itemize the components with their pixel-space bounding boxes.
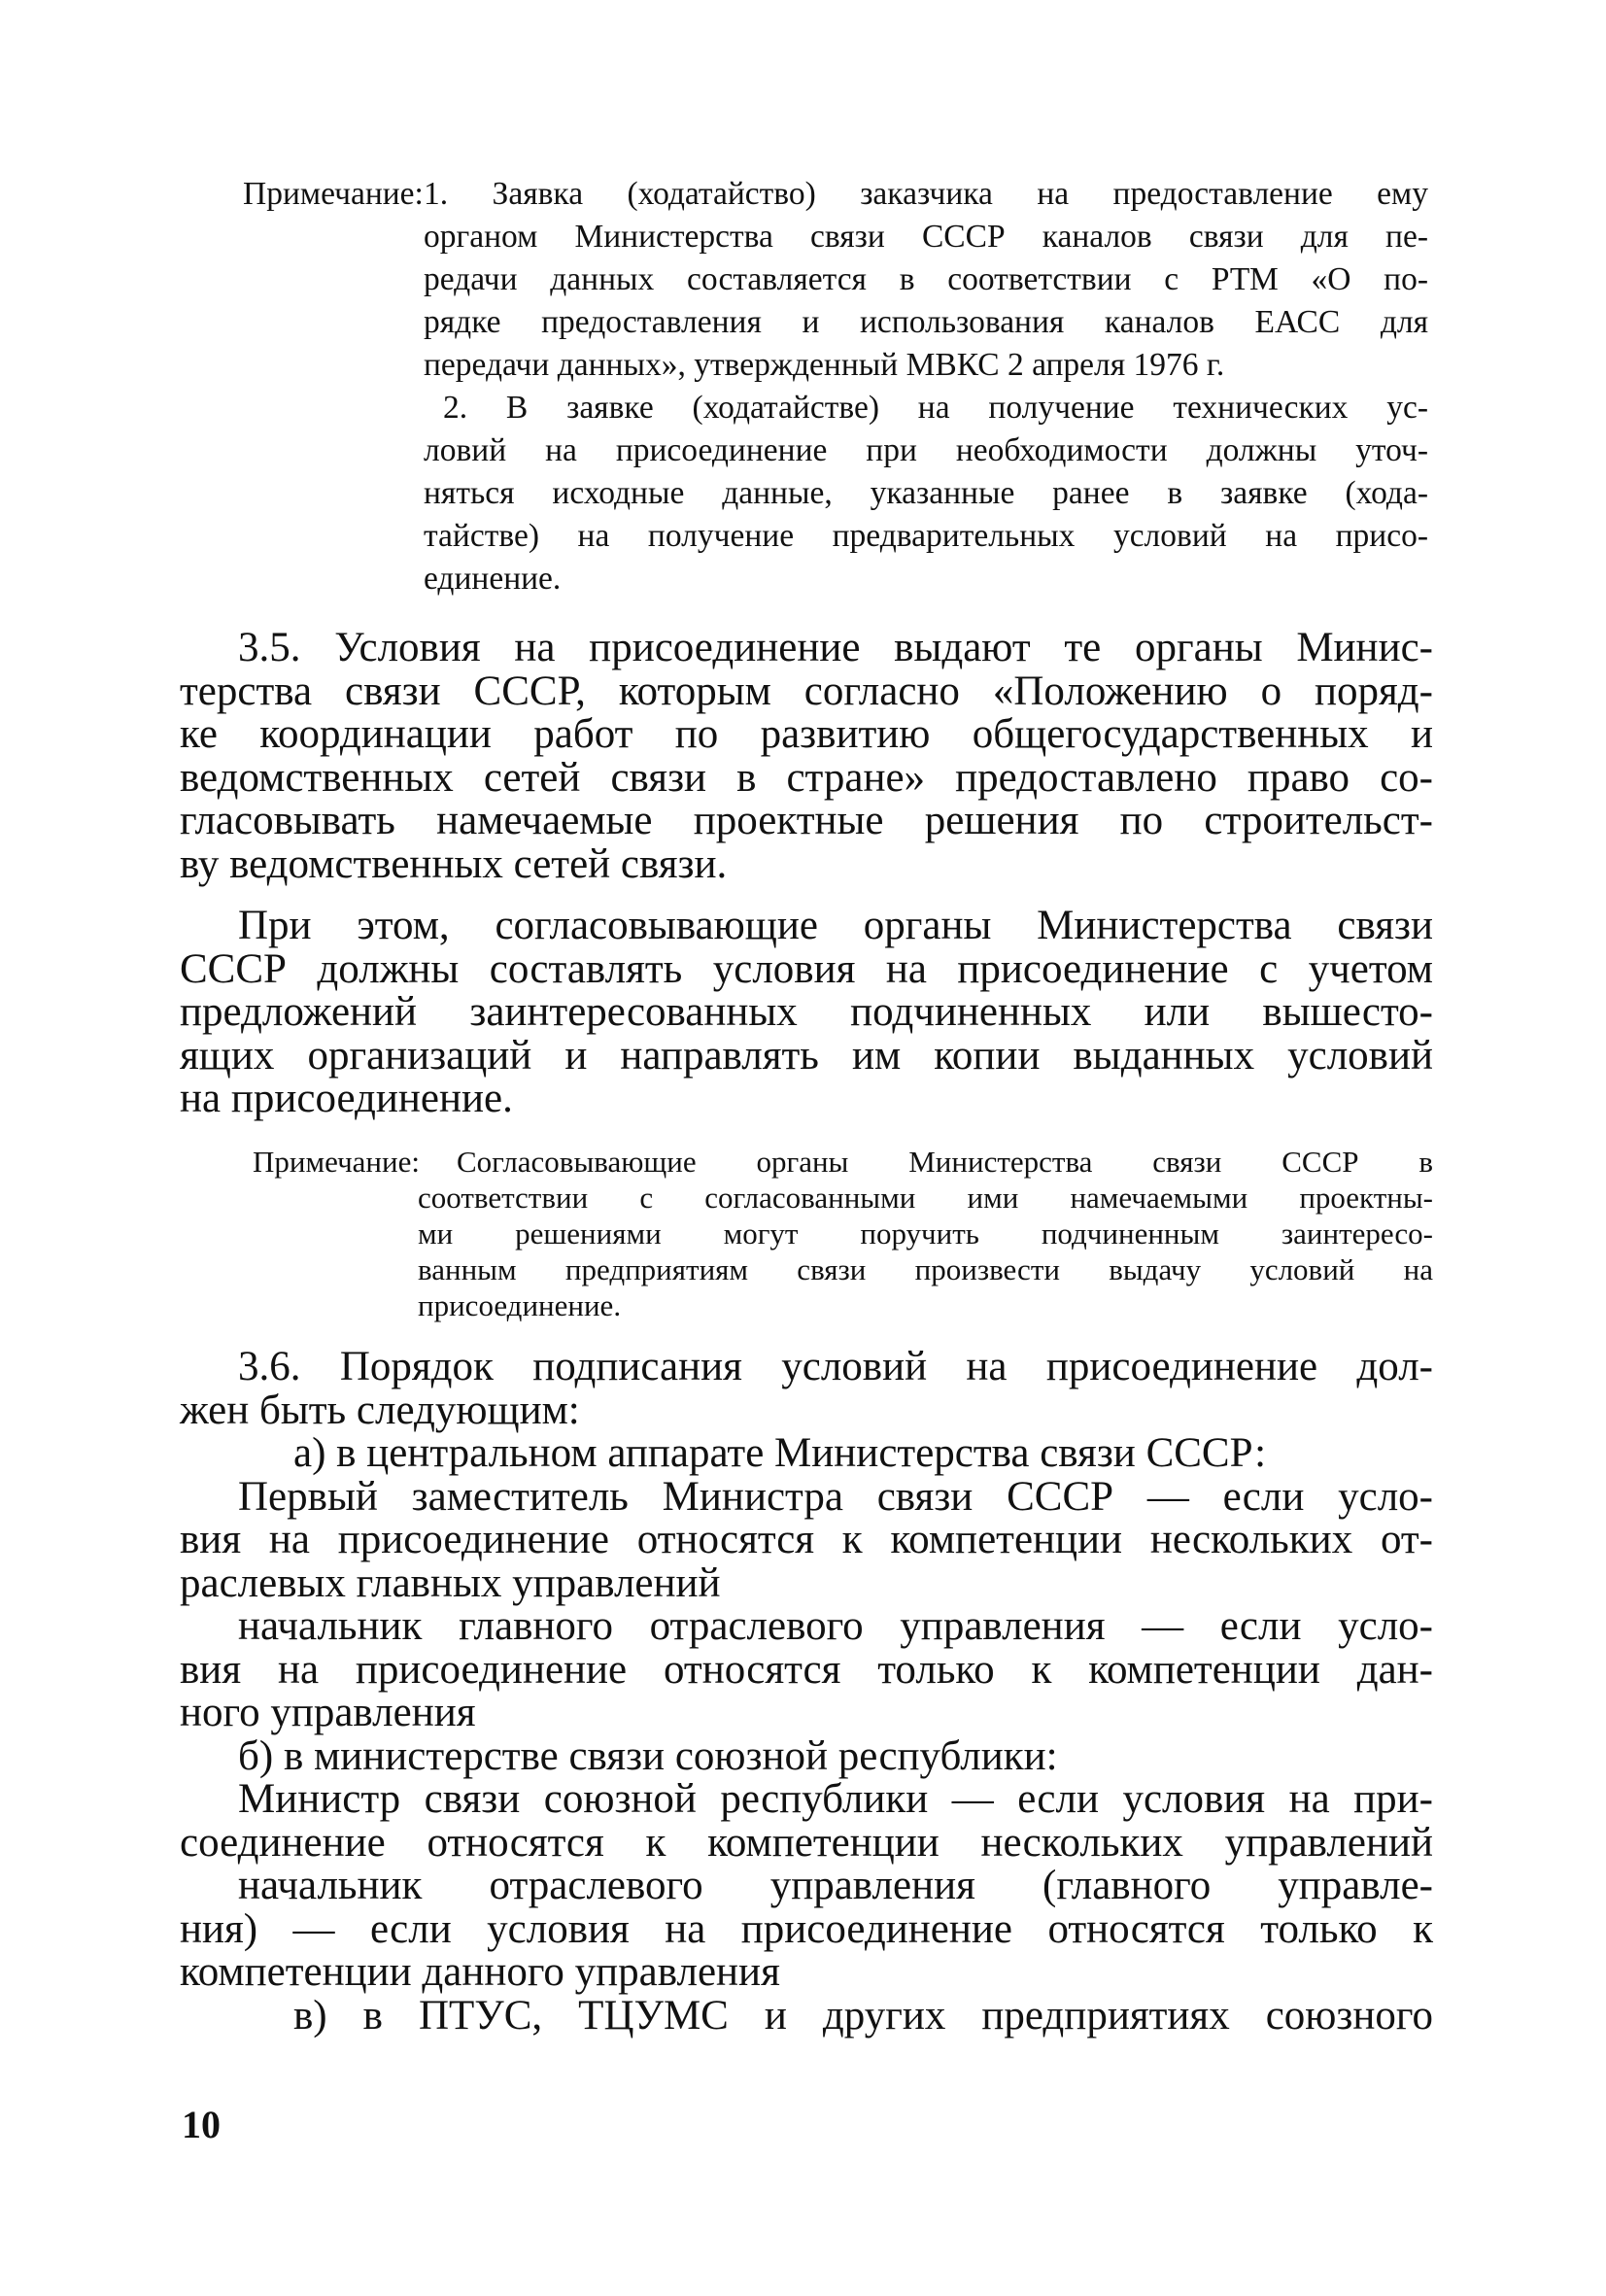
text-line: При этом, согласовывающие органы Министерства связи: [238, 903, 1433, 948]
text-line: раслевых главных управлений: [180, 1559, 721, 1606]
text-line: Согласовывающие органы Министерства связи СССР в: [457, 1145, 1433, 1179]
text-line: Первый заместитель Министра связи СССР — если усло-: [238, 1473, 1433, 1520]
note-item-1: [424, 173, 1428, 387]
paragraph: [180, 627, 1433, 886]
text-line: 3.6. Порядок подписания условий на присоединение дол-: [238, 1344, 1433, 1389]
text-line: соединение относятся к компетенции нескольких управлений: [180, 1819, 1433, 1866]
note-item-2: [424, 387, 1428, 600]
text-line: ведомственных сетей связи в стране» предоставлено право со-: [180, 754, 1433, 801]
text-line: терства связи СССР, которым согласно «Положению о поряд-: [180, 668, 1433, 714]
note-text: [457, 1144, 1433, 1180]
text-line: редачи данных составляется в соответствии с РТМ «О по-: [424, 261, 1428, 297]
note-block-1: [243, 173, 1428, 600]
text-line: ву ведомственных сетей связи.: [180, 840, 728, 887]
text-line: соответствии с согласованными ими намечаемыми проектны-: [418, 1181, 1433, 1215]
text-line: няться исходные данные, указанные ранее в заявке (хода-: [424, 475, 1428, 511]
page-number: 10: [182, 2103, 221, 2146]
text-line: рядке предоставления и использования каналов ЕАСС для: [424, 304, 1428, 340]
list-item-v: в) в ПТУС, ТЦУМС и других предприятиях союзного: [293, 1992, 1433, 2039]
note-text-continued: [418, 1180, 1433, 1323]
text-line: вия на присоединение относятся к компетенции нескольких от-: [180, 1517, 1433, 1562]
note-label: Примечание:: [253, 1145, 420, 1179]
text-line: передачи данных», утвержденный МВКС 2 апреля 1976 г.: [424, 347, 1225, 383]
text-line: 1. Заявка (ходатайство) заказчика на предоставление ему: [424, 176, 1428, 212]
text-line: Министр связи союзной республики — если условия на при-: [238, 1776, 1433, 1822]
note-label: Примечание:: [243, 176, 424, 212]
text-line: начальник главного отраслевого управления — если усло-: [238, 1603, 1433, 1649]
section-3-5: [180, 627, 1433, 1121]
text-line: СССР должны составлять условия на присоединение с учетом: [180, 945, 1433, 992]
text-line: ящих организаций и направлять им копии выданных условий: [180, 1032, 1433, 1079]
text-line: ловий на присоединение при необходимости должны уточ-: [424, 432, 1428, 468]
section-3-6: [180, 1346, 1433, 2038]
text-line: ке координации работ по развитию общегосударственных и: [180, 711, 1433, 757]
list-item-a: а) в центральном аппарате Министерства связи СССР:: [293, 1430, 1267, 1476]
text-line: ванным предприятиям связи произвести выдачу условий на: [418, 1252, 1433, 1286]
text-line: единение.: [424, 561, 562, 597]
text-line: 2. В заявке (ходатайстве) на получение технических ус-: [443, 390, 1428, 426]
text-line: органом Министерства связи СССР каналов связи для пе-: [424, 219, 1428, 255]
list-item-b: б) в министерстве связи союзной республики:: [238, 1732, 1058, 1779]
text-line: 3.5. Условия на присоединение выдают те органы Минис-: [238, 625, 1433, 670]
text-line: предложений заинтересованных подчиненных или вышесто-: [180, 989, 1433, 1035]
text-line: начальник отраслевого управления (главного управле-: [238, 1863, 1433, 1908]
text-line: ми решениями могут поручить подчиненным заинтересо-: [418, 1217, 1433, 1251]
text-line: присоединение.: [418, 1288, 622, 1322]
text-line: компетенции данного управления: [180, 1949, 780, 1995]
text-line: тайстве) на получение предварительных условий на присо-: [424, 518, 1428, 554]
text-line: на присоединение.: [180, 1076, 513, 1121]
text-line: жен быть следующим:: [180, 1387, 580, 1433]
paragraph: [180, 905, 1433, 1121]
text-line: ного управления: [180, 1690, 476, 1735]
text-line: ния) — если условия на присоединение относятся только к: [180, 1905, 1433, 1952]
text-line: вия на присоединение относятся только к компетенции дан-: [180, 1646, 1433, 1693]
text-line: гласовывать намечаемые проектные решения по строительст-: [180, 798, 1433, 843]
